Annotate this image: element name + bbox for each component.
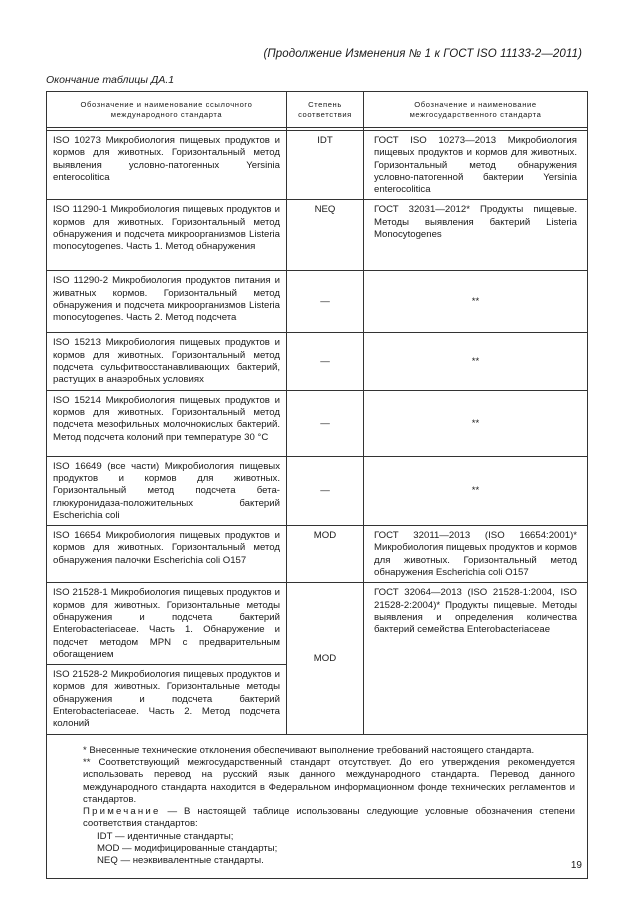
degree-cell: — xyxy=(287,390,364,456)
degree-cell: NEQ xyxy=(287,200,364,271)
table-row xyxy=(47,200,588,271)
notes-row xyxy=(47,734,588,878)
standards-table xyxy=(46,91,588,879)
ref-standard-cell: ISO 10273 Микробиология пищевых продуктов и кормов для животных. Горизонтальный метод выявления условно-патогенных Yersinia enterocolitica xyxy=(47,131,287,200)
continuation-header: (Продолжение Изменения № 1 к ГОСТ ISO 11133-2—2011) xyxy=(263,48,582,60)
table-row xyxy=(47,526,588,583)
ref-standard-cell: ISO 16654 Микробиология пищевых продуктов и кормов для животных. Горизонтальный метод обнаружения палочки Escherichia coli O157 xyxy=(47,526,287,583)
national-standard-cell: ** xyxy=(364,390,588,456)
table-row xyxy=(47,131,588,200)
note-mod: MOD — модифицированные стандарты; xyxy=(97,842,278,854)
note-label: Примечание xyxy=(83,806,161,818)
national-standard-cell: ** xyxy=(364,271,588,333)
degree-cell: MOD xyxy=(287,526,364,583)
national-standard-cell: ** xyxy=(364,333,588,390)
note-double-star xyxy=(55,757,575,806)
note-double-star-text: ** Соответствующий межгосударственный стандарт отсутствует. До его утверждения рекомендуется использовать перевод на русский язык данного международного стандарта. Перевод данного международного стандарта находится в Федеральном информационном фонде технических регламентов и стандартов. xyxy=(83,756,575,805)
table-row xyxy=(47,333,588,390)
table-header-row xyxy=(47,92,588,128)
table-row xyxy=(47,583,588,665)
degree-cell: MOD xyxy=(287,583,364,734)
degree-cell: — xyxy=(287,333,364,390)
degree-cell: — xyxy=(287,271,364,333)
ref-standard-cell: ISO 21528-1 Микробиология пищевых продуктов и кормов для животных. Горизонтальные методы обнаружения и подсчета бактерий Enterobacteriaceae. Часть 1. Обнаружение и подсчет методом MPN с предварительным обогащением xyxy=(47,583,287,665)
ref-standard-cell: ISO 11290-1 Микробиология пищевых продуктов и кормов для животных. Горизонтальный метод обнаружения и подсчета микроорганизмов Listeria monocytogenes. Часть 1. Метод обнаружения xyxy=(47,200,287,271)
note-neq: NEQ — неэквивалентные стандарты. xyxy=(97,855,264,867)
table-row xyxy=(47,456,588,525)
note-text: — В настоящей таблице использованы следующие условные обозначения степени соответствия стандартов: xyxy=(83,806,575,830)
national-standard-cell: ГОСТ 32011—2013 (ISO 16654:2001)* Микробиология пищевых продуктов и кормов для животных. Горизонтальный метод обнаружения Escherichia coli O157 xyxy=(364,526,588,583)
table-row xyxy=(47,390,588,456)
ref-standard-cell: ISO 15214 Микробиология пищевых продуктов и кормов для животных. Горизонтальный метод подсчета мезофильных молочнокислых бактерий. Метод подсчета колоний при температуре 30 °С xyxy=(47,390,287,456)
degree-cell: — xyxy=(287,456,364,525)
header-degree: Степень соответствия xyxy=(287,92,364,128)
note-single-star: * Внесенные технические отклонения обеспечивают выполнение требований настоящего стандарта. xyxy=(83,744,535,756)
ref-standard-cell: ISO 15213 Микробиология пищевых продуктов и кормов для животных. Горизонтальный метод подсчета сульфитвосстанавливающих бактерий, растущих в анаэробных условиях xyxy=(47,333,287,390)
national-standard-cell: ГОСТ ISO 10273—2013 Микробиология пищевых продуктов и кормов для животных. Горизонтальный метод обнаружения условно-патогенной бактерии Yersinia enterocolitica xyxy=(364,131,588,200)
national-standard-cell: ГОСТ 32064—2013 (ISO 21528-1:2004, ISO 21528-2:2004)* Продукты пищевые. Методы выявления и определения количества бактерий семейства Enterobacteriaceae xyxy=(364,583,588,734)
table-row xyxy=(47,271,588,333)
ref-standard-cell: ISO 21528-2 Микробиология пищевых продуктов и кормов для животных. Горизонтальные методы обнаружения и подсчета бактерий Enterobacteriaceae. Часть 2. Метод подсчета колоний xyxy=(47,665,287,734)
ref-standard-cell: ISO 11290-2 Микробиология продуктов питания и живатных кормов. Горизонтальный метод обнаружения и подсчета микроорганизмов Listeria monocytogenes. Часть 2. Метод подсчета xyxy=(47,271,287,333)
note-primechanie xyxy=(55,806,575,831)
header-ref-standard: Обозначение и наименование ссылочного международного стандарта xyxy=(47,92,287,128)
national-standard-cell: ГОСТ 32031—2012* Продукты пищевые. Методы выявления бактерий Listeria Monocytogenes xyxy=(364,200,588,271)
header-national-standard: Обозначение и наименование межгосударственного стандарта xyxy=(364,92,588,128)
national-standard-cell: ** xyxy=(364,456,588,525)
page-number: 19 xyxy=(570,860,582,871)
table-caption: Окончание таблицы ДА.1 xyxy=(46,74,175,86)
degree-cell: IDT xyxy=(287,131,364,200)
notes-cell xyxy=(47,734,588,878)
ref-standard-cell: ISO 16649 (все части) Микробиология пищевых продуктов и кормов для животных. Горизонтальный метод подсчета бета-глюкуронидаза-положительных бактерий Escherichia coli xyxy=(47,456,287,525)
note-idt: IDT — идентичные стандарты; xyxy=(97,830,234,842)
